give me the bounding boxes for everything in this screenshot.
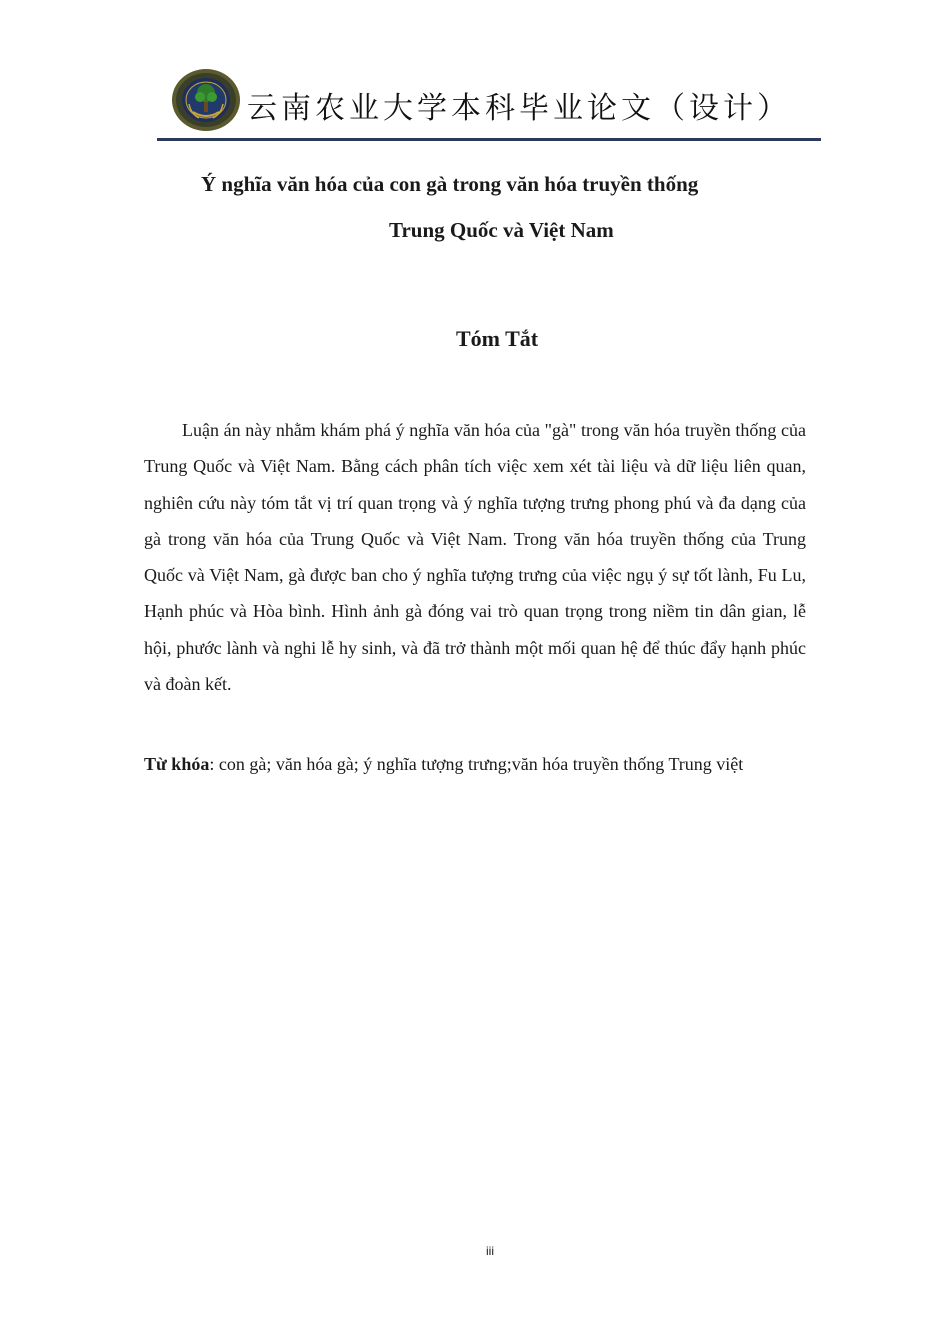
keywords-line bbox=[144, 754, 844, 775]
page-header bbox=[157, 66, 821, 142]
page-number: iii bbox=[486, 1244, 494, 1258]
document-title-line-1: Ý nghĩa văn hóa của con gà trong văn hóa truyền thống bbox=[201, 172, 699, 196]
keywords-text: : con gà; văn hóa gà; ý nghĩa tượng trưng;văn hóa truyền thống Trung việt bbox=[209, 754, 744, 774]
document-title-line-2: Trung Quốc và Việt Nam bbox=[389, 218, 614, 242]
header-divider bbox=[157, 138, 821, 141]
university-header-title: 云南农业大学本科毕业论文（设计） bbox=[247, 91, 791, 126]
abstract-heading: Tóm Tắt bbox=[456, 326, 539, 351]
keywords-label: Từ khóa bbox=[144, 754, 210, 774]
abstract-body: Luận án này nhằm khám phá ý nghĩa văn hóa của "gà" trong văn hóa truyền thống của Trung Quốc và Việt Nam. Bằng cách phân tích việc xem xét tài liệu và dữ liệu liên quan, nghiên cứu này tóm tắt vị trí quan trọng và ý nghĩa tượng trưng phong phú và đa dạng của gà trong văn hóa của Trung Quốc và Việt Nam. Trong văn hóa truyền thống của Trung Quốc và Việt Nam, gà được ban cho ý nghĩa tượng trưng của việc ngụ ý sự tốt lành, Fu Lu, Hạnh phúc và Hòa bình. Hình ảnh gà đóng vai trò quan trọng trong niềm tin dân gian, lễ hội, phước lành và nghi lễ hy sinh, và đã trở thành một mối quan hệ để thúc đẩy hạnh phúc và đoàn kết. bbox=[144, 420, 806, 695]
university-seal-icon bbox=[171, 68, 241, 132]
